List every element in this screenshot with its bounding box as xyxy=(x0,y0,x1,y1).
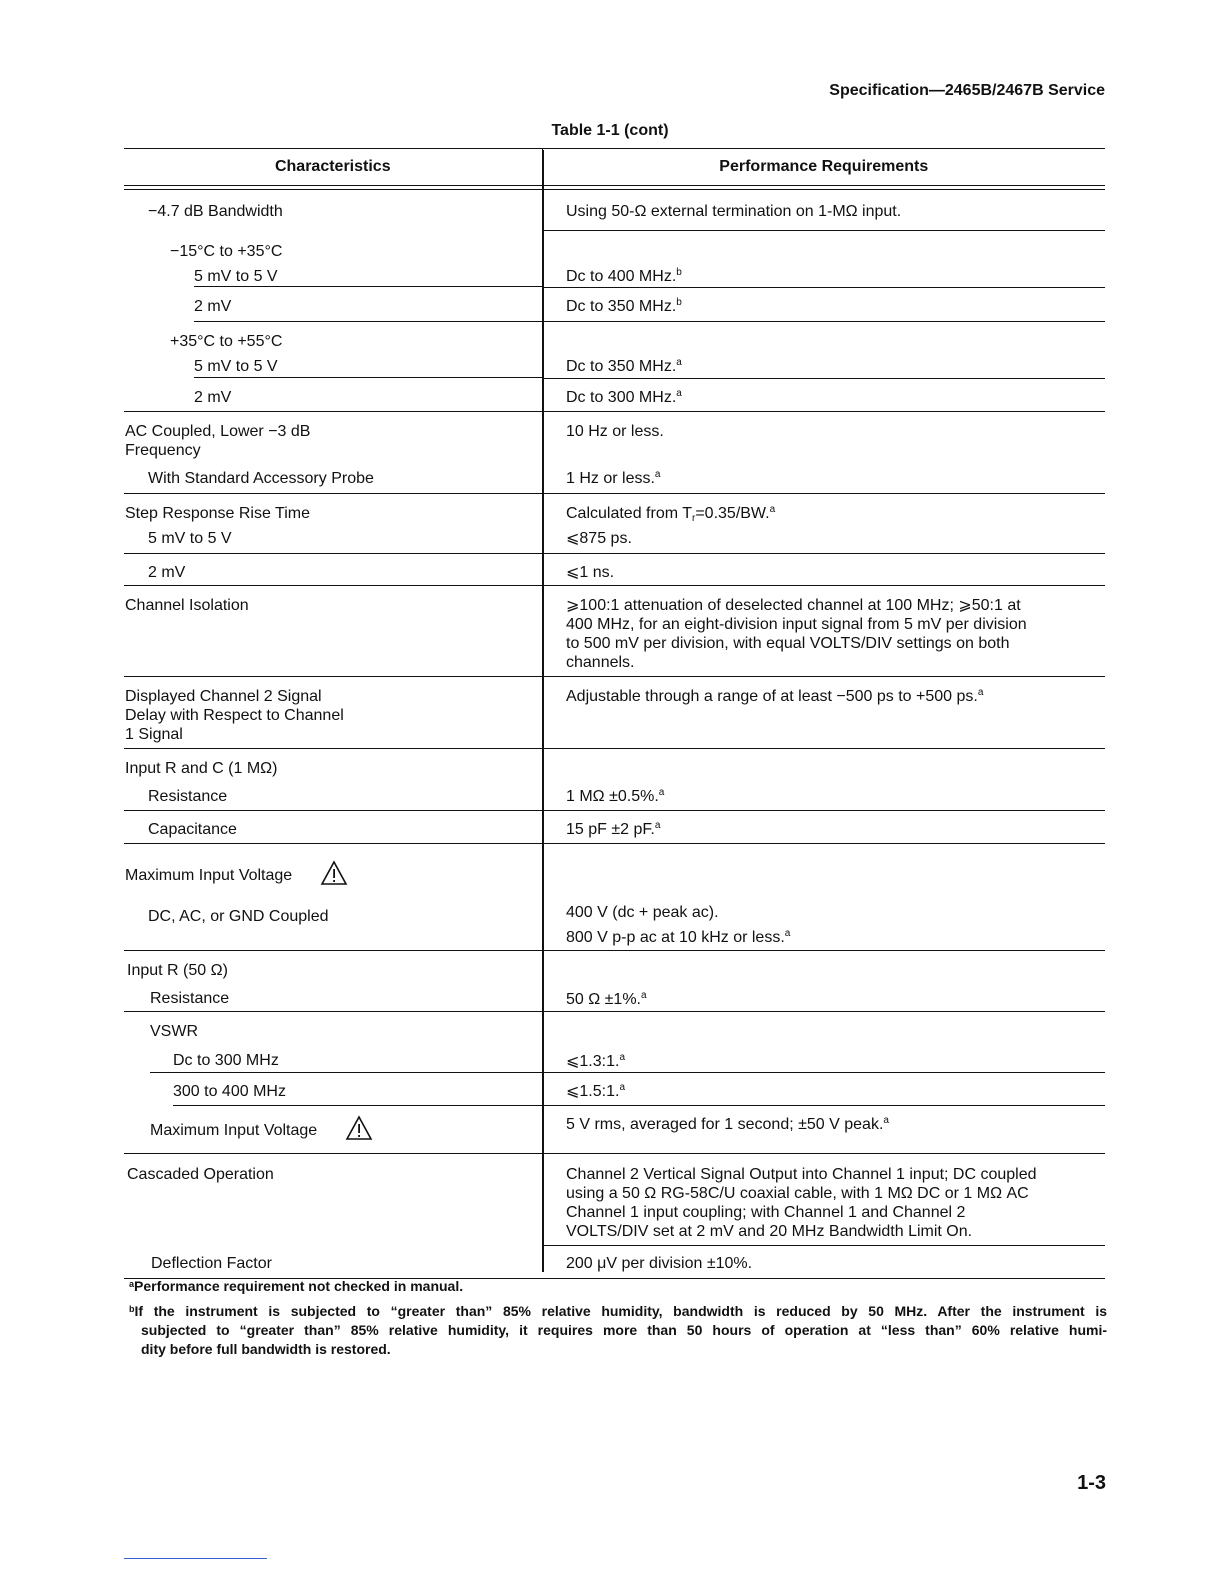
row-perf: ⩾100:1 attenuation of deselected channel at 100 MHz; ⩾50:1 at xyxy=(566,597,1021,614)
row-perf: 400 MHz, for an eight-division input signal from 5 mV per division xyxy=(566,616,1027,633)
row-char: Displayed Channel 2 Signal xyxy=(125,688,322,705)
footnote-ref: b xyxy=(676,267,682,278)
row-char-sub: 5 mV to 5 V xyxy=(148,530,232,547)
row-perf: Using 50-Ω external termination on 1-MΩ input. xyxy=(566,203,902,220)
warning-triangle-icon xyxy=(320,860,348,891)
table-row xyxy=(124,231,1105,288)
footnote-text: Performance requirement not checked in manual. xyxy=(134,1278,464,1294)
footnote-a xyxy=(129,1275,1107,1296)
footnote-ref: a xyxy=(619,1052,625,1063)
footnote-mark: a xyxy=(129,1279,135,1289)
table-row xyxy=(124,191,1105,231)
row-perf: ⩽1.3:1. xyxy=(566,1053,620,1070)
row-char: 2 mV xyxy=(194,298,232,315)
table-row xyxy=(124,464,1105,494)
row-char: 2 mV xyxy=(194,389,232,406)
table-row xyxy=(124,586,1105,677)
row-char: Deflection Factor xyxy=(151,1255,272,1272)
table-row xyxy=(124,844,1105,951)
row-perf: 15 pF ±2 pF. xyxy=(566,821,655,838)
row-perf: ⩽1 ns. xyxy=(566,564,615,581)
footnote-ref: a xyxy=(769,504,776,515)
subscript: r xyxy=(691,513,696,524)
table-row xyxy=(124,554,1105,586)
row-char: 2 mV xyxy=(148,564,186,581)
row-perf: to 500 mV per division, with equal VOLTS/DIV settings on both xyxy=(566,635,1010,652)
table-row xyxy=(124,1106,1105,1154)
row-perf: 1 MΩ ±0.5%. xyxy=(566,788,659,805)
row-char-sub: 5 mV to 5 V xyxy=(194,358,278,375)
row-char: Delay with Respect to Channel xyxy=(125,707,344,724)
row-char: Channel Isolation xyxy=(125,597,249,614)
row-char: Maximum Input Voltage xyxy=(125,867,293,884)
row-perf: 5 V rms, averaged for 1 second; ±50 V peak. xyxy=(566,1116,884,1133)
footnotes xyxy=(129,1275,1107,1363)
footer-rule xyxy=(124,1558,267,1559)
table-row xyxy=(124,811,1105,844)
footnote-ref: a xyxy=(977,687,984,698)
row-char: Maximum Input Voltage xyxy=(150,1122,318,1139)
row-perf: Dc to 350 MHz. xyxy=(566,358,677,375)
table-row xyxy=(124,1154,1105,1246)
page-number: 1-3 xyxy=(1077,1472,1106,1494)
footnote-text: subjected to “greater than” 85% relative humidity, it requires more than 50 hours of operation at “less than” 60% relative humi- xyxy=(141,1322,1107,1338)
row-char-sub: Frequency xyxy=(125,442,201,459)
spec-table xyxy=(124,148,1105,1279)
table-row xyxy=(124,322,1105,379)
row-perf: ⩽1.5:1. xyxy=(566,1083,620,1100)
row-char: 300 to 400 MHz xyxy=(173,1083,286,1100)
warning-triangle-icon xyxy=(345,1115,373,1146)
row-perf: 50 Ω ±1%. xyxy=(566,991,641,1008)
row-char: +35°C to +55°C xyxy=(170,333,283,350)
row-perf: Dc to 400 MHz. xyxy=(566,268,677,285)
footnote-ref: a xyxy=(658,787,665,798)
row-char: −15°C to +35°C xyxy=(170,243,283,260)
row-perf: 1 Hz or less. xyxy=(566,470,655,487)
row-char: Step Response Rise Time xyxy=(125,505,310,522)
header-characteristics: Characteristics xyxy=(124,149,543,185)
table-row xyxy=(124,1012,1105,1073)
table-header xyxy=(124,148,1105,186)
row-perf: 400 V (dc + peak ac). xyxy=(566,904,719,921)
table-row xyxy=(124,1073,1105,1106)
table-row xyxy=(124,288,1105,322)
row-perf: Channel 1 input coupling; with Channel 1 and Channel 2 xyxy=(566,1204,966,1221)
row-char: 1 Signal xyxy=(125,726,183,743)
row-perf: 200 μV per division ±10%. xyxy=(566,1255,753,1272)
table-row xyxy=(124,749,1105,811)
table-body xyxy=(124,191,1105,1279)
table-row xyxy=(124,494,1105,554)
row-char-sub: 5 mV to 5 V xyxy=(194,268,278,285)
footnote-ref: a xyxy=(676,388,682,399)
footnote-mark: b xyxy=(129,1304,135,1314)
footnote-ref: b xyxy=(676,297,682,308)
footnote-b xyxy=(129,1300,1107,1359)
row-char-sub: Dc to 300 MHz xyxy=(173,1052,279,1069)
footnote-ref: a xyxy=(883,1115,889,1126)
row-perf: channels. xyxy=(566,654,635,671)
row-char-sub: DC, AC, or GND Coupled xyxy=(148,908,329,925)
row-perf: ⩽875 ps. xyxy=(566,530,632,547)
row-perf: using a 50 Ω RG-58C/U coaxial cable, with 1 MΩ DC or 1 MΩ AC xyxy=(566,1185,1029,1202)
row-char: With Standard Accessory Probe xyxy=(148,470,374,487)
footnote-text: dity before full bandwidth is restored. xyxy=(141,1341,391,1357)
row-char: AC Coupled, Lower −3 dB xyxy=(125,423,311,440)
footnote-ref: a xyxy=(619,1082,625,1093)
row-perf: Dc to 300 MHz. xyxy=(566,389,677,406)
row-perf: Dc to 350 MHz. xyxy=(566,298,677,315)
table-row xyxy=(124,412,1105,464)
table-row xyxy=(124,951,1105,1012)
row-perf: =0.35/BW. xyxy=(695,505,770,522)
row-char: VSWR xyxy=(150,1023,198,1040)
footnote-text: If the instrument is subjected to “greater than” 85% relative humidity, bandwidth is reduced by 50 MHz. After the instrument is xyxy=(134,1303,1107,1319)
footnote-ref: a xyxy=(641,990,647,1001)
row-char: Cascaded Operation xyxy=(127,1166,274,1183)
table-title: Table 1-1 (cont) xyxy=(551,122,669,139)
table-row xyxy=(124,379,1105,412)
row-char: Input R and C (1 MΩ) xyxy=(125,760,278,777)
footnote-ref: a xyxy=(676,357,682,368)
row-char-sub: Resistance xyxy=(150,990,230,1007)
row-char: Capacitance xyxy=(148,821,237,838)
footnote-ref: a xyxy=(654,820,661,831)
running-head: Specification—2465B/2467B Service xyxy=(829,82,1105,99)
row-char: −4.7 dB Bandwidth xyxy=(148,203,283,220)
row-perf: 10 Hz or less. xyxy=(566,423,664,440)
table-row xyxy=(124,677,1105,749)
row-perf: Calculated from T xyxy=(566,505,692,522)
footnote-ref: a xyxy=(654,469,661,480)
row-char-sub: Resistance xyxy=(148,788,228,805)
row-char: Input R (50 Ω) xyxy=(127,962,228,979)
row-perf: Adjustable through a range of at least −500 ps to +500 ps. xyxy=(566,688,978,705)
row-perf: Channel 2 Vertical Signal Output into Channel 1 input; DC coupled xyxy=(566,1166,1037,1183)
footnote-ref: a xyxy=(784,928,791,939)
header-performance: Performance Requirements xyxy=(719,158,929,175)
row-perf: VOLTS/DIV set at 2 mV and 20 MHz Bandwidth Limit On. xyxy=(566,1223,973,1240)
row-perf: 800 V p-p ac at 10 kHz or less. xyxy=(566,929,785,946)
